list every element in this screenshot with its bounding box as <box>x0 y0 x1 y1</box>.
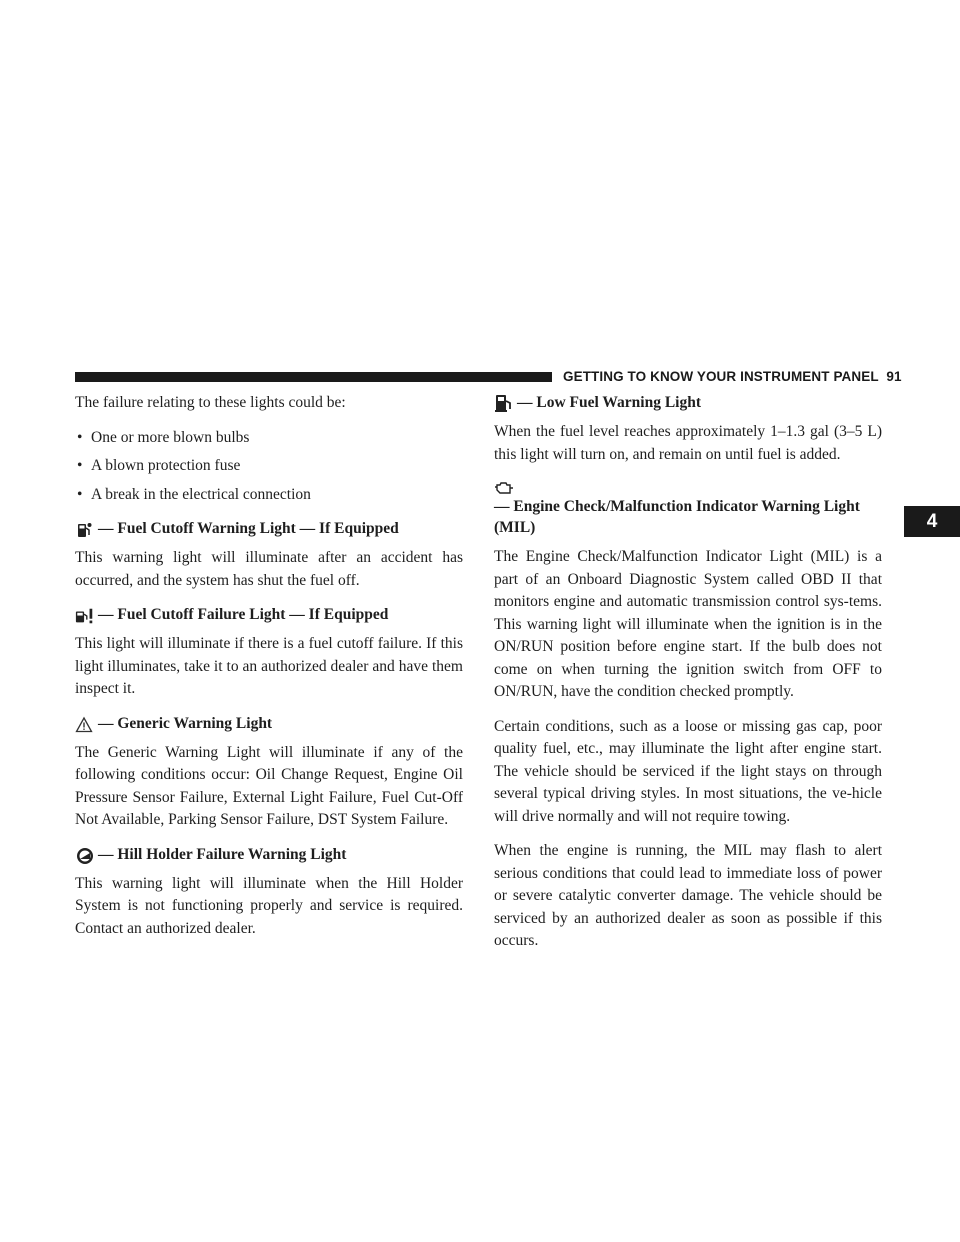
left-column <box>75 392 463 952</box>
section-heading: — Fuel Cutoff Warning Light — If Equipped <box>75 518 463 539</box>
hill-holder-icon <box>75 847 95 865</box>
section-body: Certain conditions, such as a loose or missing gas cap, poor quality fuel, etc., may illuminate the light after engine start. The vehicle should be serviced if the light stays on through several typical driving styles. In most situations, the ve-hicle will drive normally and will not require towing. <box>494 717 882 825</box>
list-item: • A break in the electrical connection <box>77 485 311 503</box>
section-heading: — Generic Warning Light <box>75 713 463 734</box>
header-rule <box>75 372 552 382</box>
generic-warning-icon <box>75 716 95 734</box>
section-heading: — Engine Check/Malfunction Indicator Warning Light (MIL) <box>494 478 882 538</box>
section-body: The Generic Warning Light will illuminate if any of the following conditions occur: Oil Change Request, Engine Oil Pressure Sensor Failure, External Light Failure, Fuel Cut-Off Not Available, Parking Sensor Failure, DST System Failure. <box>75 743 463 828</box>
fuel-cutoff-failure-icon <box>75 607 95 625</box>
section-body: This warning light will illuminate after an accident has occurred, and the system has shut the fuel off. <box>75 549 463 589</box>
low-fuel-icon <box>494 395 514 413</box>
running-header <box>563 369 902 384</box>
section-body: When the engine is running, the MIL may flash to alert serious conditions that could lead to immediate loss of power or severe catalytic converter damage. The vehicle should be serviced by an authorized dealer as soon as possible if this occurs. <box>494 842 882 949</box>
fuel-cutoff-icon <box>75 521 95 539</box>
section-heading: — Low Fuel Warning Light <box>494 392 882 413</box>
section-body: This warning light will illuminate when the Hill Holder System is not functioning properly and service is required. Contact an authorized dealer. <box>75 874 463 937</box>
chapter-tab: 4 <box>904 506 960 537</box>
intro-text: The failure relating to these lights could be: <box>75 394 346 411</box>
page-number: 91 <box>886 369 902 384</box>
section-body: The Engine Check/Malfunction Indicator Light (MIL) is a part of an Onboard Diagnostic System called OBD II that monitors engine and automatic transmission control sys-tems. This warning light will illuminate when the ignition is in the ON/RUN position before engine start. If the bulb does not come on when turning the ignition switch from OFF to ON/RUN, have the condition checked promptly. <box>494 548 882 700</box>
section-body: When the fuel level reaches approximately 1–1.3 gal (3–5 L) this light will turn on, and remain on until fuel is added. <box>494 423 882 463</box>
list-item: • One or more blown bulbs <box>77 428 250 446</box>
section-body: This light will illuminate if there is a fuel cutoff failure. If this light illuminates, take it to an authorized dealer and have them inspect it. <box>75 635 463 697</box>
failure-list <box>75 427 463 507</box>
list-item: • A blown protection fuse <box>77 457 241 474</box>
section-title: GETTING TO KNOW YOUR INSTRUMENT PANEL <box>563 369 879 384</box>
section-heading: — Hill Holder Failure Warning Light <box>75 844 463 865</box>
section-heading: — Fuel Cutoff Failure Light — If Equipped <box>75 604 463 625</box>
engine-check-icon <box>494 478 514 496</box>
right-column <box>494 392 882 965</box>
